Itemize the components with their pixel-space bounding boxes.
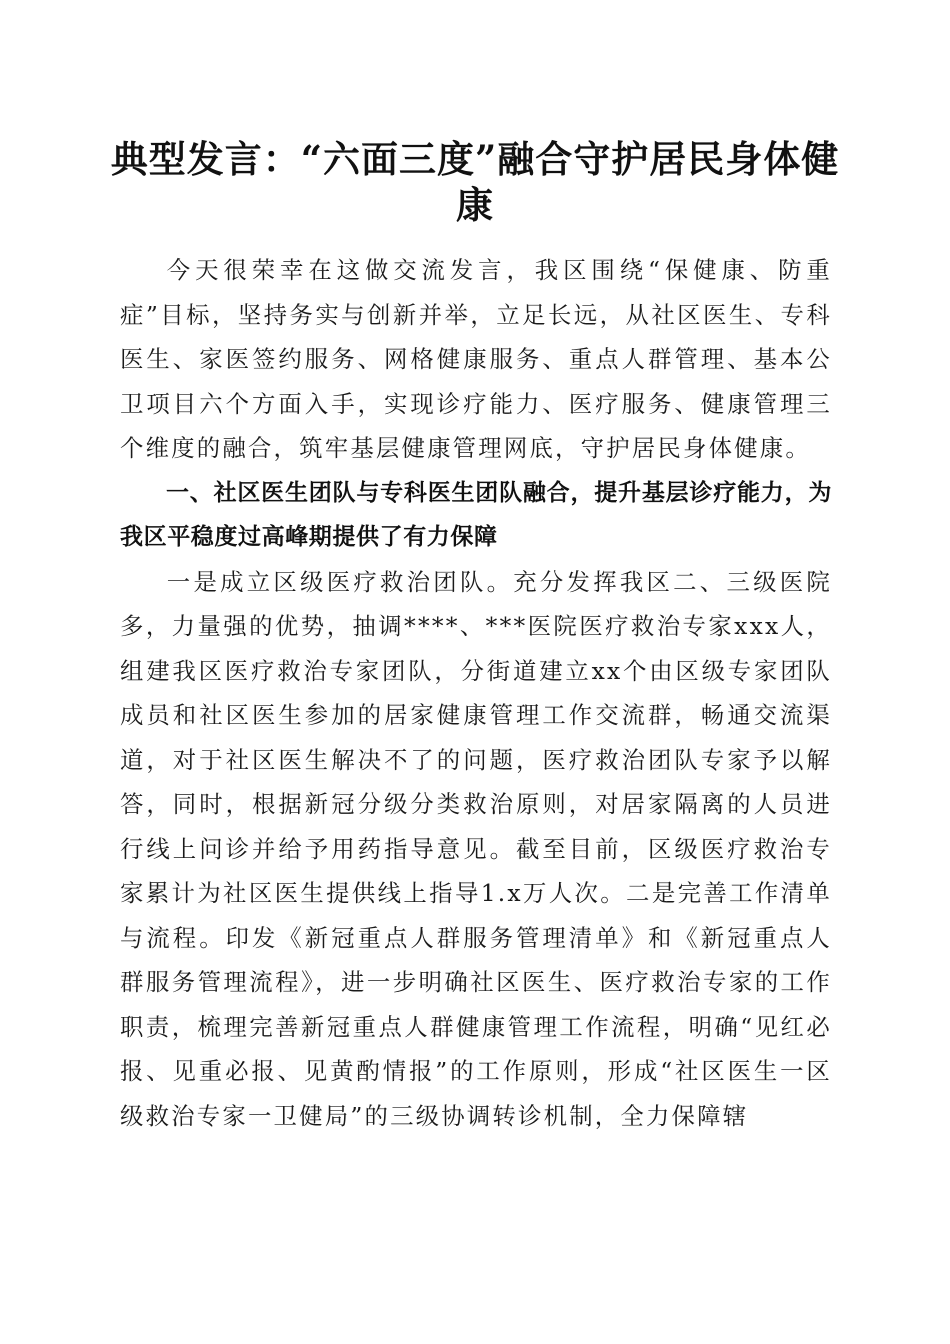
document-title: 典型发言：“六面三度”融合守护居民身体健康 xyxy=(110,137,840,227)
document-body xyxy=(120,248,832,1138)
intro-paragraph: 今天很荣幸在这做交流发言，我区围绕“保健康、防重症”目标，坚持务实与创新并举，立足长远，从社区医生、专科医生、家医签约服务、网格健康服务、重点人群管理、基本公卫项目六个方面入手，实现诊疗能力、医疗服务、健康管理三个维度的融合，筑牢基层健康管理网底，守护居民身体健康。 xyxy=(120,256,832,462)
section-1-heading: 一、社区医生团队与专科医生团队融合，提升基层诊疗能力，为我区平稳度过高峰期提供了有力保障 xyxy=(120,479,832,550)
section-1-paragraph: 一是成立区级医疗救治团队。充分发挥我区二、三级医院多，力量强的优势，抽调****、***医院医疗救治专家xxx人，组建我区医疗救治专家团队，分街道建立xx个由区级专家团队成员和社区医生参加的居家健康管理工作交流群，畅通交流渠道，对于社区医生解决不了的问题，医疗救治团队专家予以解答，同时，根据新冠分级分类救治原则，对居家隔离的人员进行线上问诊并给予用药指导意见。截至目前，区级医疗救治专家累计为社区医生提供线上指导1.x万人次。二是完善工作清单与流程。印发《新冠重点人群服务管理清单》和《新冠重点人群服务管理流程》，进一步明确社区医生、医疗救治专家的工作职责，梳理完善新冠重点人群健康管理工作流程，明确“见红必报、见重必报、见黄酌情报”的工作原则，形成“社区医生一区级救治专家一卫健局”的三级协调转诊机制，全力保障辖 xyxy=(120,567,832,1130)
